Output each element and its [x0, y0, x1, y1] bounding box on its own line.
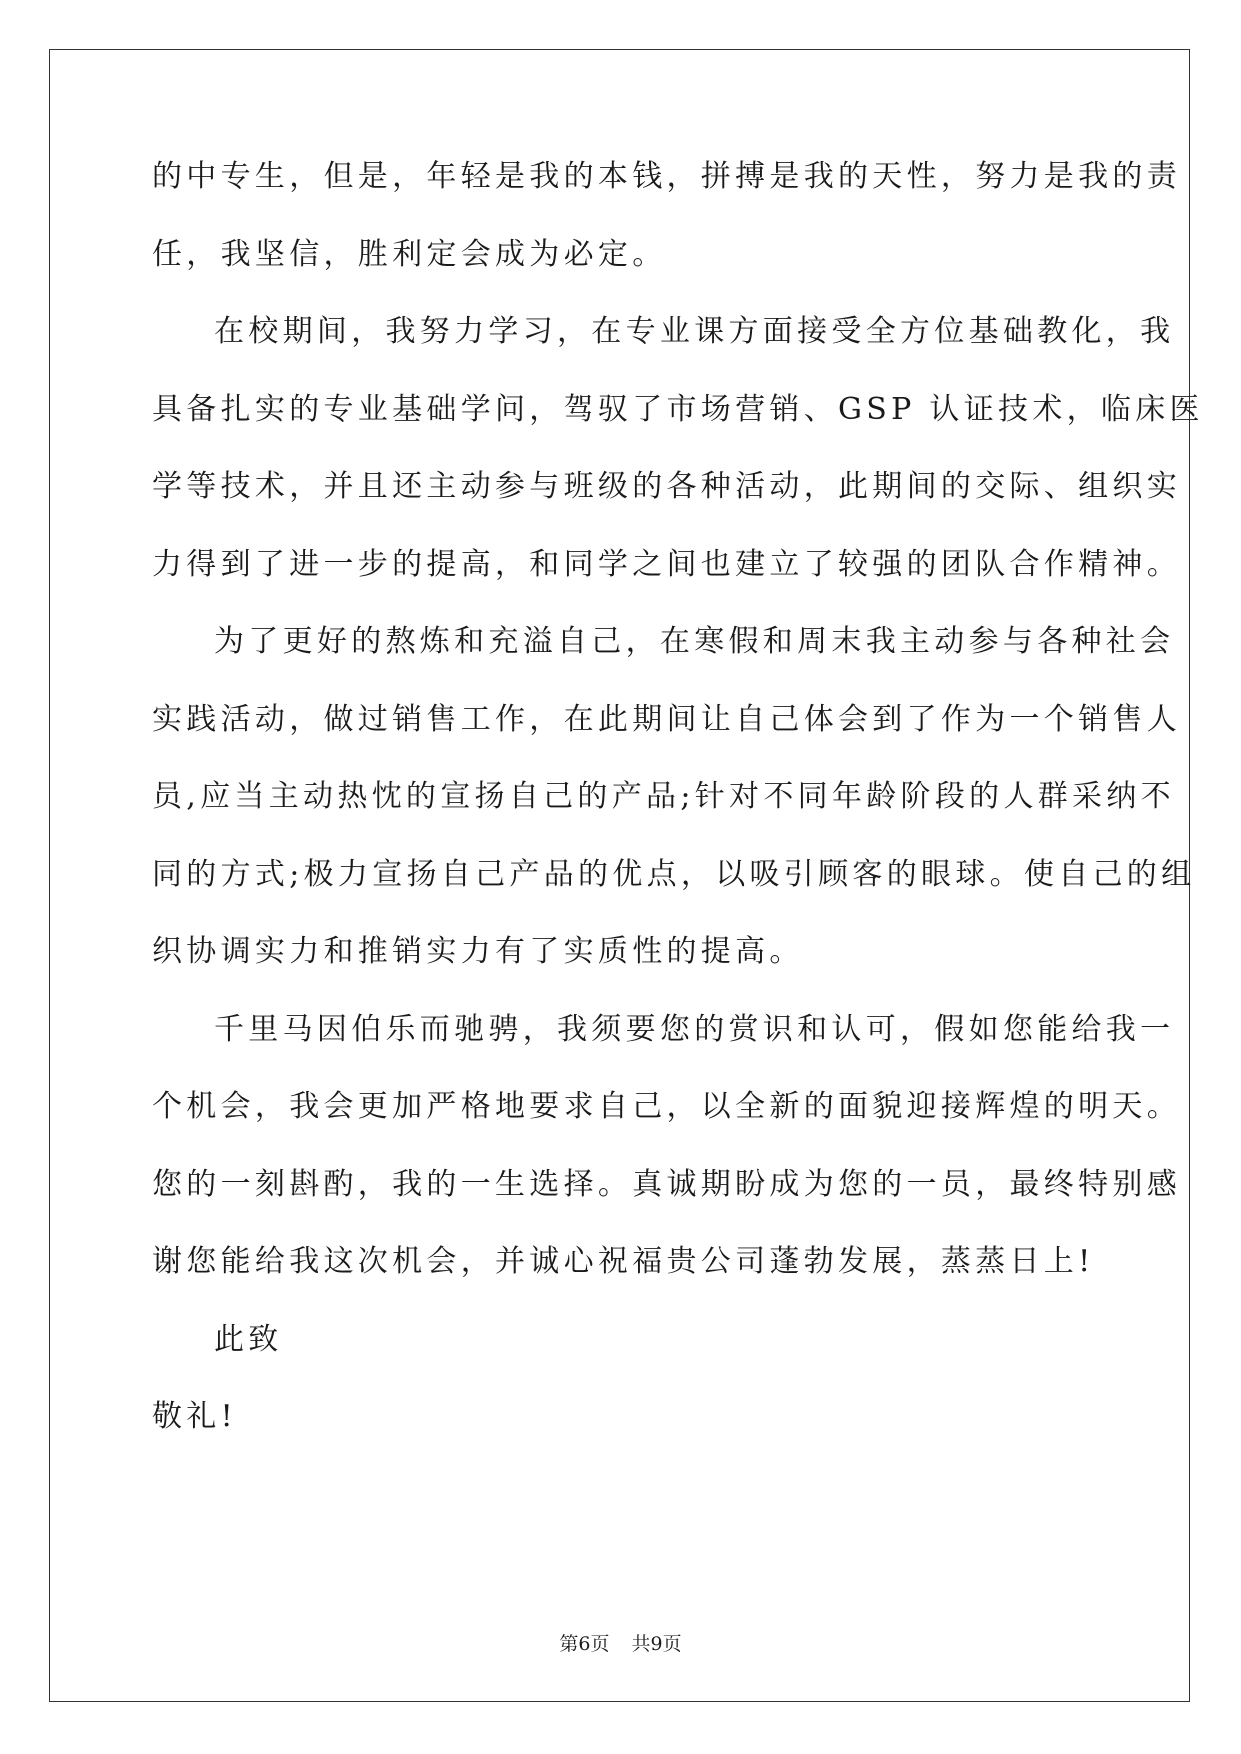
page-footer	[0, 1635, 1241, 1654]
body-line: 任，我坚信，胜利定会成为必定。	[152, 236, 667, 272]
body-line: 同的方式;极力宣扬自己产品的优点，以吸引顾客的眼球。使自己的组	[152, 856, 1196, 892]
body-line: 在校期间，我努力学习，在专业课方面接受全方位基础教化，我	[214, 314, 1175, 349]
body-line: 实践活动，做过销售工作，在此期间让自己体会到了作为一个销售人	[152, 701, 1181, 737]
body-line: 具备扎实的专业基础学问，驾驭了市场营销、GSP 认证技术，临床医	[152, 391, 1204, 427]
body-line: 的中专生，但是，年轻是我的本钱，拼搏是我的天性，努力是我的责	[152, 159, 1181, 194]
body-line: 织协调实力和推销实力有了实质性的提高。	[152, 934, 804, 969]
body-line: 为了更好的熬炼和充溢自己，在寒假和周末我主动参与各种社会	[214, 624, 1175, 659]
document-body	[152, 159, 1204, 1480]
body-line: 个机会，我会更加严格地要求自己，以全新的面貌迎接辉煌的明天。	[152, 1089, 1181, 1124]
closing-regards: 敬礼!	[152, 1399, 237, 1434]
body-line: 力得到了进一步的提高，和同学之间也建立了较强的团队合作精神。	[152, 546, 1181, 582]
body-line: 千里马因伯乐而驰骋，我须要您的赏识和认可，假如您能给我一	[214, 1011, 1175, 1047]
page-total: 共9页	[631, 1633, 682, 1655]
body-line: 谢您能给我这次机会，并诚心祝福贵公司蓬勃发展，蒸蒸日上!	[152, 1244, 1095, 1279]
body-line: 您的一刻斟酌，我的一生选择。真诚期盼成为您的一员，最终特别感	[152, 1166, 1181, 1202]
body-line: 员,应当主动热忱的宣扬自己的产品;针对不同年龄阶段的人群采纳不	[152, 779, 1175, 814]
closing-salutation: 此致	[214, 1321, 283, 1357]
page-number: 第6页	[559, 1633, 610, 1655]
body-line: 学等技术，并且还主动参与班级的各种活动，此期间的交际、组织实	[152, 469, 1181, 504]
